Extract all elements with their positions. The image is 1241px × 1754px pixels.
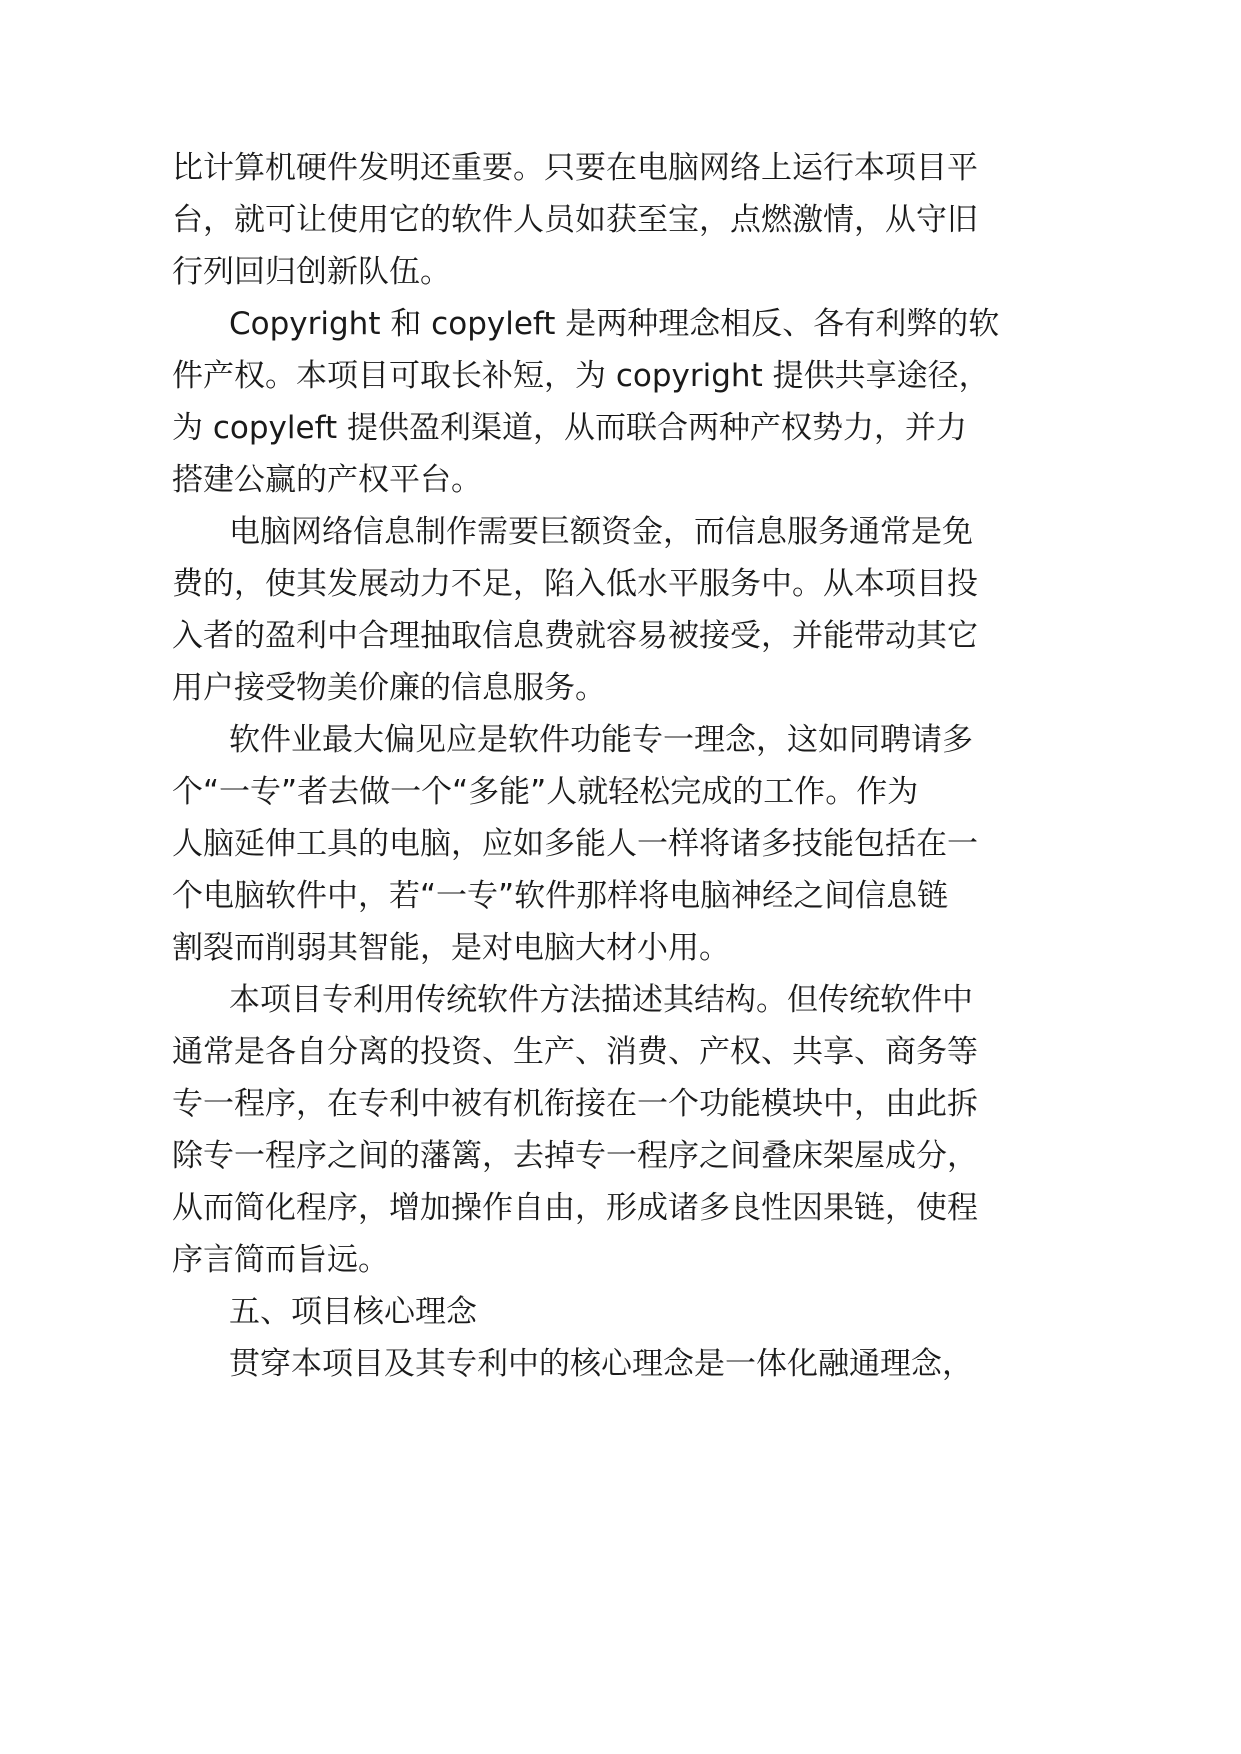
text-line: 个“一专”者去做一个“多能”人就轻松完成的工作。作为 [172, 774, 919, 810]
text-line: Copyright 和 copyleft 是两种理念相反、各有利弊的软 [229, 306, 1000, 342]
text-line: 比计算机硬件发明还重要。只要在电脑网络上运行本项目平 [172, 150, 978, 186]
text-line: 从而简化程序，增加操作自由，形成诸多良性因果链，使程 [172, 1190, 978, 1226]
text-line: 件产权。本项目可取长补短，为 copyright 提供共享途径， [172, 358, 990, 394]
text-line: 除专一程序之间的藩篱，去掉专一程序之间叠床架屋成分， [172, 1138, 978, 1174]
text-line: 本项目专利用传统软件方法描述其结构。但传统软件中 [229, 982, 973, 1018]
text-line: 人脑延伸工具的电脑，应如多能人一样将诸多技能包括在一 [172, 826, 978, 862]
text-line: 割裂而削弱其智能，是对电脑大材小用。 [172, 930, 730, 966]
text-line: 费的，使其发展动力不足，陷入低水平服务中。从本项目投 [172, 566, 978, 602]
text-line: 搭建公赢的产权平台。 [172, 462, 482, 498]
text-line: 专一程序，在专利中被有机衔接在一个功能模块中，由此拆 [172, 1086, 978, 1122]
text-line: 软件业最大偏见应是软件功能专一理念，这如同聘请多 [229, 722, 973, 758]
text-line: 台，就可让使用它的软件人员如获至宝，点燃激情，从守旧 [172, 202, 978, 238]
text-line: 个电脑软件中，若“一专”软件那样将电脑神经之间信息链 [172, 878, 949, 914]
text-line: 通常是各自分离的投资、生产、消费、产权、共享、商务等 [172, 1034, 978, 1070]
text-line: 电脑网络信息制作需要巨额资金，而信息服务通常是免 [229, 514, 973, 550]
text-line: 贯穿本项目及其专利中的核心理念是一体化融通理念， [229, 1346, 973, 1382]
text-line: 序言简而旨远。 [172, 1242, 389, 1278]
text-line: 入者的盈利中合理抽取信息费就容易被接受，并能带动其它 [172, 618, 978, 654]
section-heading: 五、项目核心理念 [229, 1294, 477, 1330]
text-line: 为 copyleft 提供盈利渠道，从而联合两种产权势力，并力 [172, 410, 967, 446]
text-line: 行列回归创新队伍。 [172, 254, 451, 290]
text-line: 用户接受物美价廉的信息服务。 [172, 670, 606, 706]
